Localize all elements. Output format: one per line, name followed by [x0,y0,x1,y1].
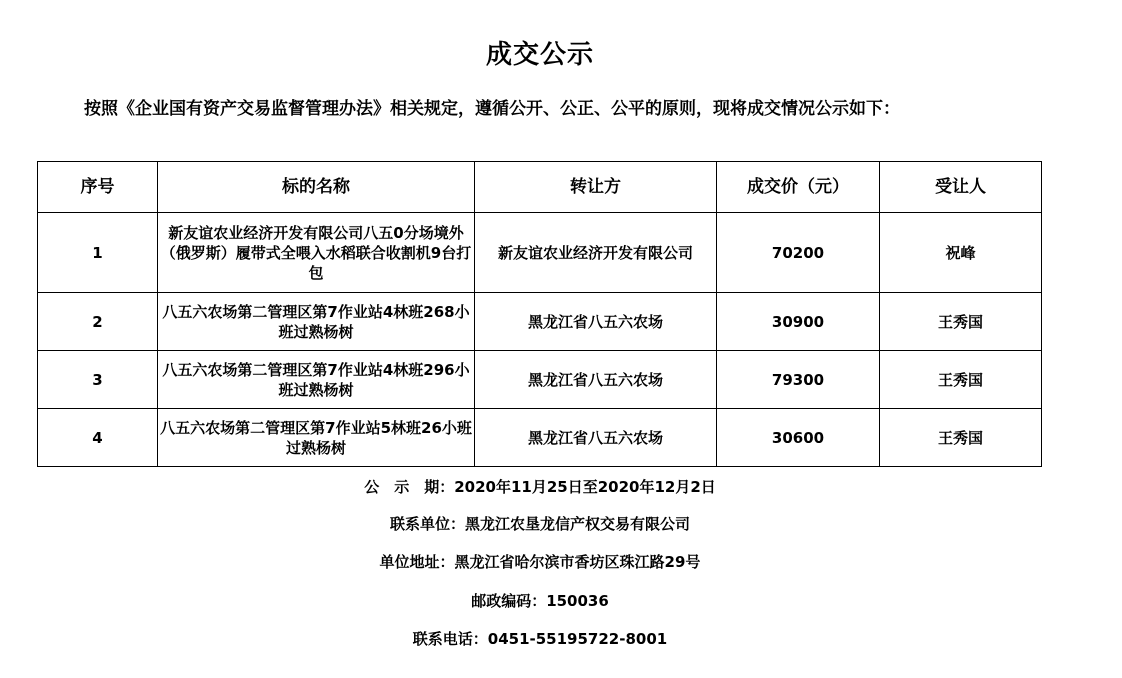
cell-price: 79300 [717,351,880,409]
cell-serial: 1 [38,213,158,293]
intro-paragraph: 按照《企业国有资产交易监督管理办法》相关规定，遵循公开、公正、公平的原则，现将成交情况公示如下： [84,99,900,119]
postal-code: 邮政编码：150036 [471,592,609,610]
notice-period: 公 示 期：2020年11月25日至2020年12月2日 [364,478,716,496]
cell-item-name: 八五六农场第二管理区第7作业站5林班26小班过熟杨树 [158,409,475,467]
header-buyer: 受让人 [880,162,1042,213]
page-title: 成交公示 [485,40,594,70]
table-header-row [38,162,1042,213]
transaction-table [37,161,1042,467]
contact-unit: 联系单位：黑龙江农垦龙信产权交易有限公司 [389,515,690,533]
cell-serial: 4 [38,409,158,467]
cell-buyer: 祝峰 [880,213,1042,293]
header-item-name: 标的名称 [158,162,475,213]
table-row [38,409,1042,467]
cell-serial: 2 [38,293,158,351]
cell-price: 30600 [717,409,880,467]
cell-buyer: 王秀国 [880,351,1042,409]
table-row [38,293,1042,351]
cell-item-name: 八五六农场第二管理区第7作业站4林班268小班过熟杨树 [158,293,475,351]
header-seller: 转让方 [475,162,717,213]
cell-seller: 黑龙江省八五六农场 [475,351,717,409]
cell-price: 30900 [717,293,880,351]
unit-address: 单位地址：黑龙江省哈尔滨市香坊区珠江路29号 [379,553,701,571]
cell-item-name: 八五六农场第二管理区第7作业站4林班296小班过熟杨树 [158,351,475,409]
cell-serial: 3 [38,351,158,409]
header-price: 成交价（元） [717,162,880,213]
table-row [38,213,1042,293]
cell-item-name: 新友谊农业经济开发有限公司八五0分场境外（俄罗斯）履带式全喂入水稻联合收割机9台打包 [158,213,475,293]
contact-phone: 联系电话：0451-55195722-8001 [412,630,668,648]
cell-seller: 黑龙江省八五六农场 [475,293,717,351]
cell-buyer: 王秀国 [880,409,1042,467]
header-serial: 序号 [38,162,158,213]
table-row [38,351,1042,409]
cell-price: 70200 [717,213,880,293]
cell-buyer: 王秀国 [880,293,1042,351]
cell-seller: 新友谊农业经济开发有限公司 [475,213,717,293]
cell-seller: 黑龙江省八五六农场 [475,409,717,467]
